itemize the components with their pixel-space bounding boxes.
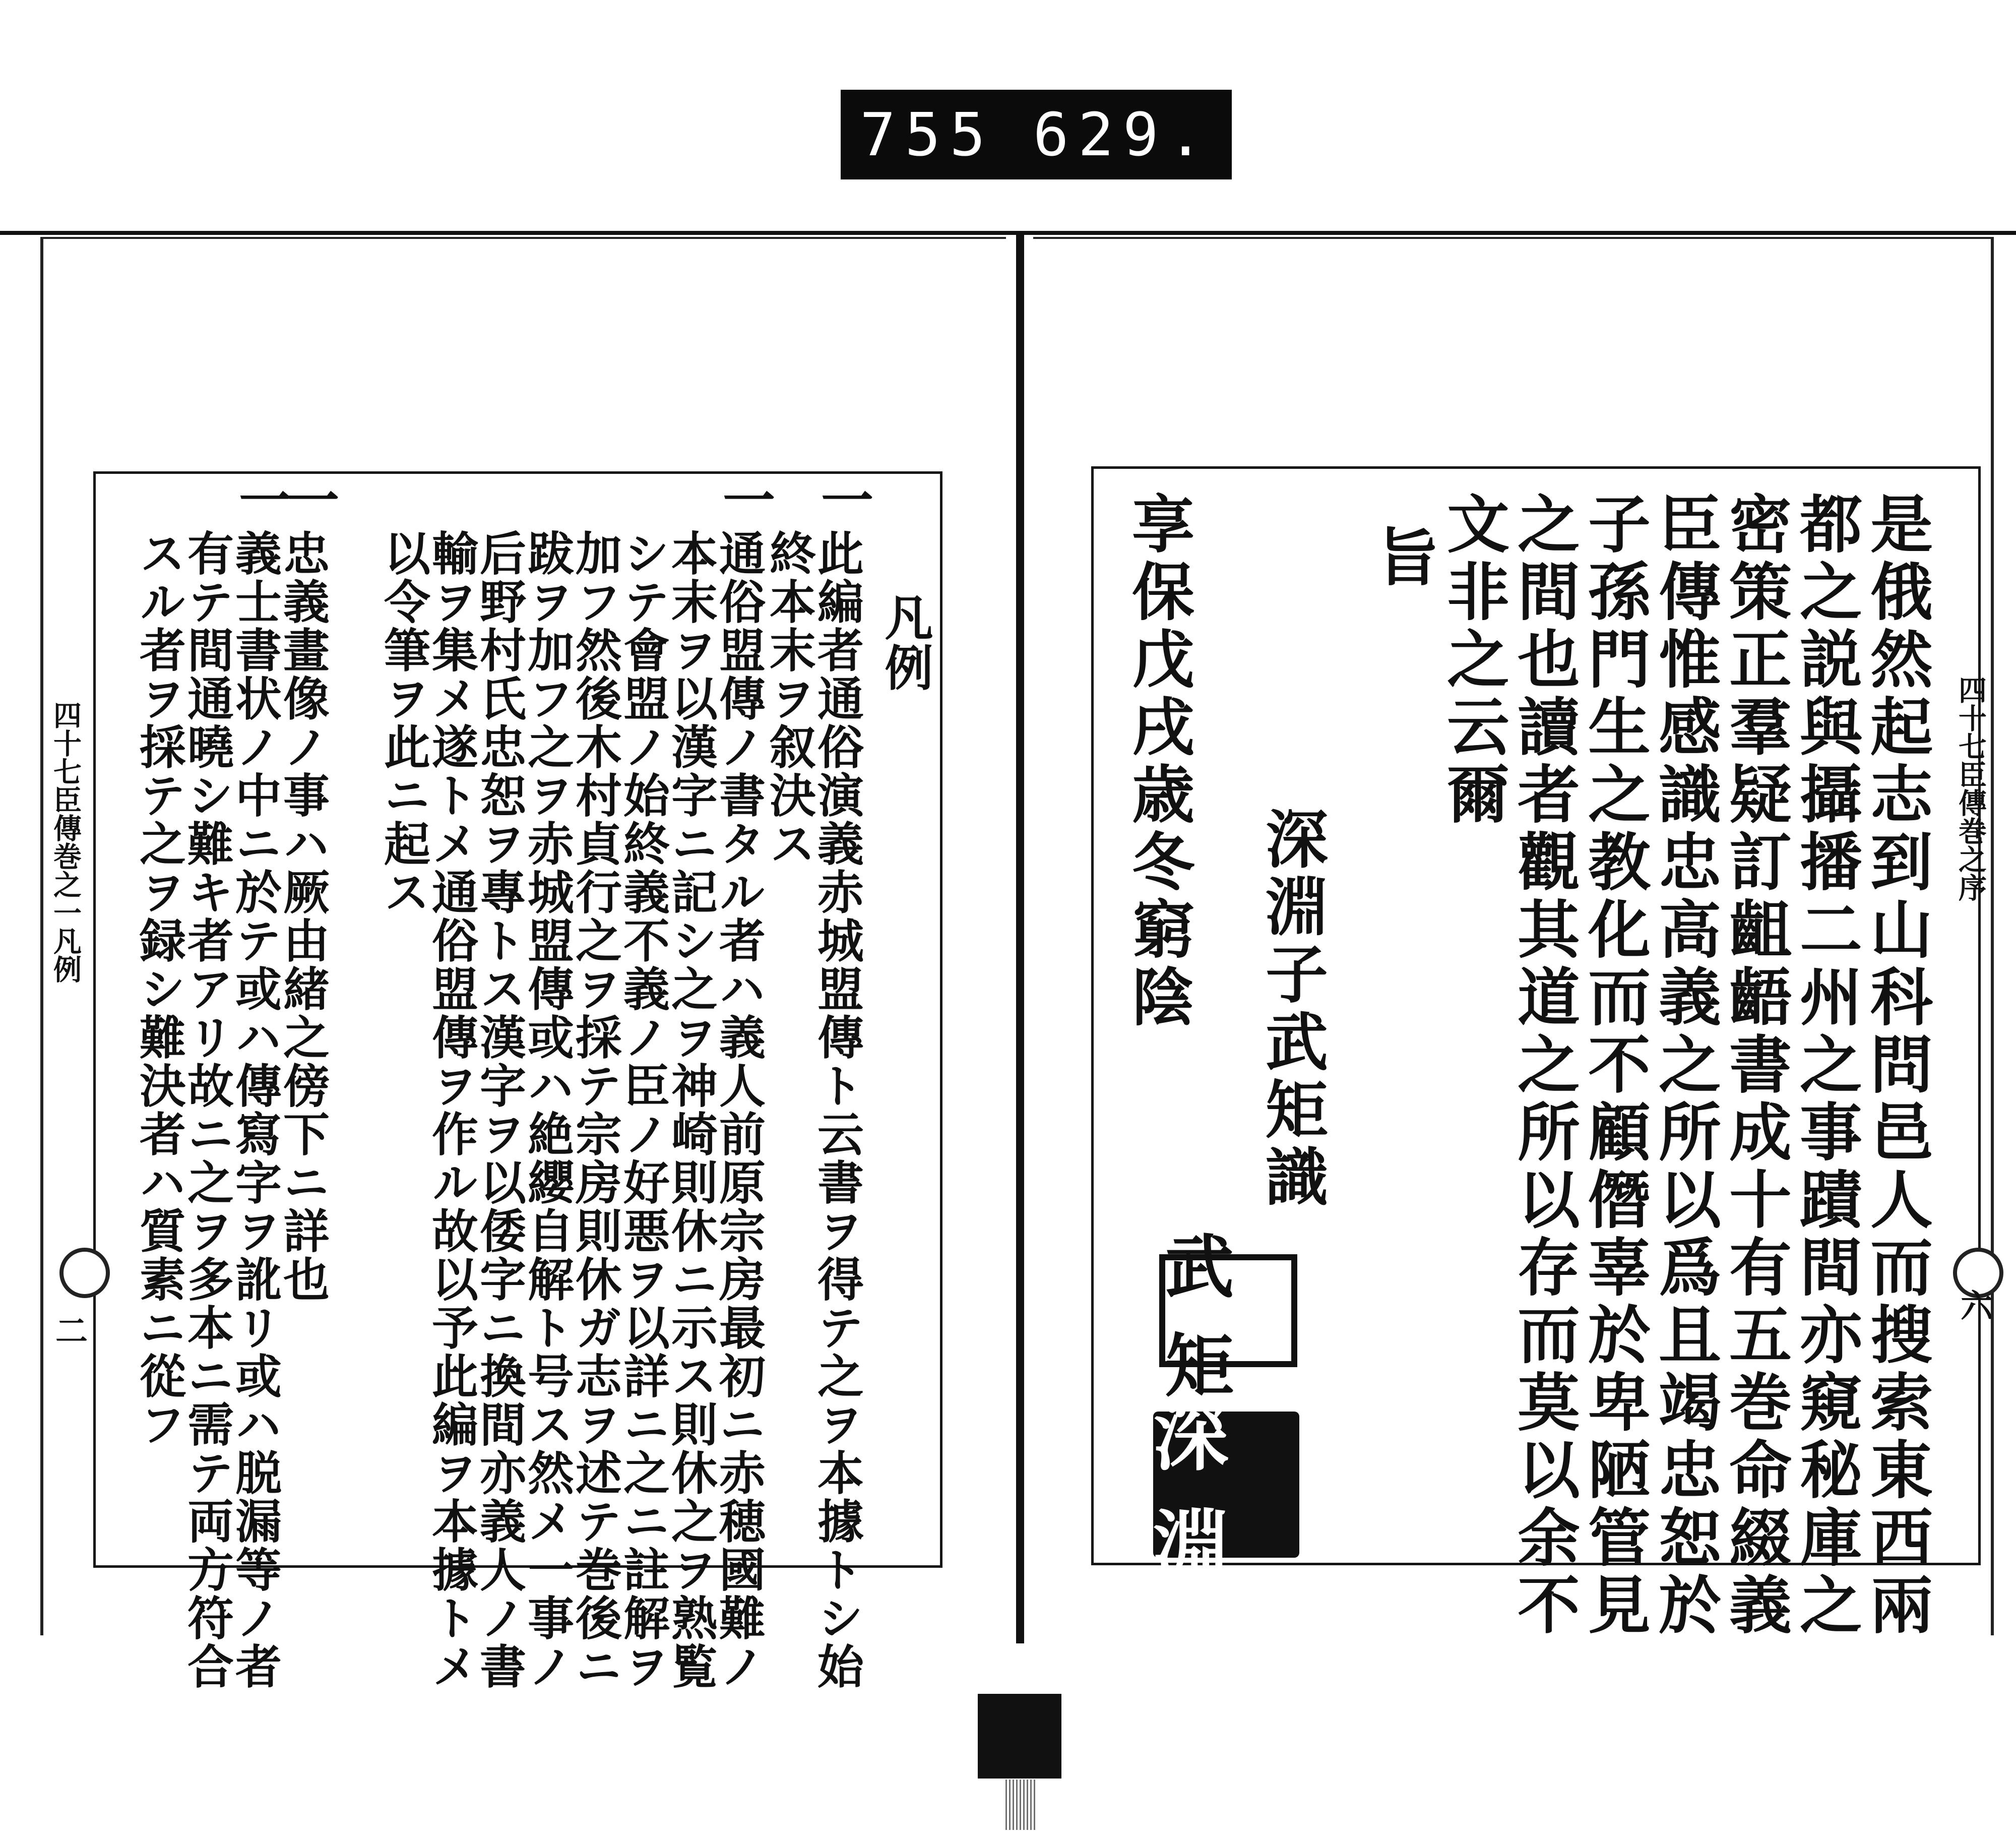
top-rule xyxy=(0,231,2016,235)
explanatory-notes-heading: 凡例 xyxy=(877,592,934,693)
right-column-5: 子孫門生之教化而不顧僭辜於卑陋管見 xyxy=(1578,492,1651,1640)
right-column-2: 都之説與攝播二州之事蹟間亦窺秘庫之 xyxy=(1789,492,1862,1640)
seal-lower: 深淵 xyxy=(1153,1412,1299,1558)
left-column-3-mark: 一 xyxy=(714,473,776,525)
left-column-2: 終本末ヲ叙決ス xyxy=(762,529,816,868)
left-column-1-mark: 一 xyxy=(812,473,874,525)
left-column-4: 本末ヲ以漢字ニ記シ之ヲ神崎則休ニ示ス則休之ヲ熟覧 xyxy=(664,529,718,1691)
spine-foot-marks xyxy=(1005,1780,1036,1830)
right-column-6: 之間也讀者觀其道之所以存而莫以余不 xyxy=(1507,492,1580,1640)
book-spine xyxy=(1016,232,1024,1643)
right-column-4: 臣傳惟感識忠高義之所以爲且竭忠恕於 xyxy=(1648,492,1721,1640)
catalog-label xyxy=(841,90,1232,179)
right-column-3: 密策正羣疑訂齟齬書成十有五巻命綴義 xyxy=(1719,492,1792,1640)
left-column-1: 此編者通俗演義赤城盟傳ト云書ヲ得テ之ヲ本據トシ始 xyxy=(810,529,864,1691)
left-column-5: シテ會盟ノ始終義不義ノ臣ノ好悪ヲ以詳ニ之ニ註解ヲ xyxy=(616,529,670,1691)
left-column-11-mark: 一 xyxy=(278,473,340,525)
right-column-1: 是俄然起志到山科問邑人而搜索東西兩 xyxy=(1860,492,1933,1640)
left-column-13: 有テ間通曉シ難キ者アリ故ニ之ヲ多本ニ需テ両方符合 xyxy=(180,529,234,1691)
left-column-12-mark: 一 xyxy=(230,473,292,525)
left-column-9: 輸ヲ集メ遂トメ通俗盟傳ヲ作ル故以予此編ヲ本據トメ xyxy=(424,529,479,1691)
right-edge-title: 四十七臣傳巻之序 xyxy=(1954,676,1987,901)
left-binding-ring xyxy=(59,1248,110,1298)
seal-upper: 武矩 xyxy=(1159,1254,1297,1367)
signature: 深淵子武矩識 xyxy=(1255,807,1328,1212)
left-column-12: 義士書状ノ中ニ於テ或ハ傳寫字ヲ訛リ或ハ脱漏等ノ者 xyxy=(228,529,282,1691)
left-column-10: 以令筆ヲ此ニ起ス xyxy=(376,529,431,916)
catalog-number-left: 755 xyxy=(860,100,995,169)
left-column-11: 忠義畫像ノ事ハ厥由緒之傍下ニ詳也 xyxy=(276,529,330,1304)
left-column-3: 通俗盟傳ノ書タル者ハ義人前原宗房最初ニ赤穂國難ノ xyxy=(712,529,766,1691)
right-column-9: 享保戊戌歳冬窮陰 xyxy=(1121,492,1194,1032)
spine-tab xyxy=(978,1694,1061,1779)
left-page-number: 二 xyxy=(55,1313,88,1351)
left-column-6: 加フ然後木村貞行之ヲ採テ宗房則休ガ志ヲ述テ巻後ニ xyxy=(568,529,622,1691)
right-page-number: 六 xyxy=(1961,1288,1993,1325)
left-column-8: 后野村氏忠恕ヲ專トス漢字ヲ以倭字ニ換間亦義人ノ書 xyxy=(472,529,527,1691)
right-column-8: 旨 xyxy=(1366,524,1439,592)
left-column-14: スル者ヲ採テ之ヲ録シ難決者ハ質素ニ從フ xyxy=(132,529,186,1449)
left-edge-title: 四十七臣傳巻之一凡例 xyxy=(49,701,82,983)
left-column-7: 跋ヲ加フ之ヲ赤城盟傳或ハ絶纓自解ト号ス然メ一事ノ xyxy=(520,529,575,1691)
right-column-7: 文非之云爾 xyxy=(1436,492,1509,829)
catalog-number-right: 629. xyxy=(1033,100,1213,169)
